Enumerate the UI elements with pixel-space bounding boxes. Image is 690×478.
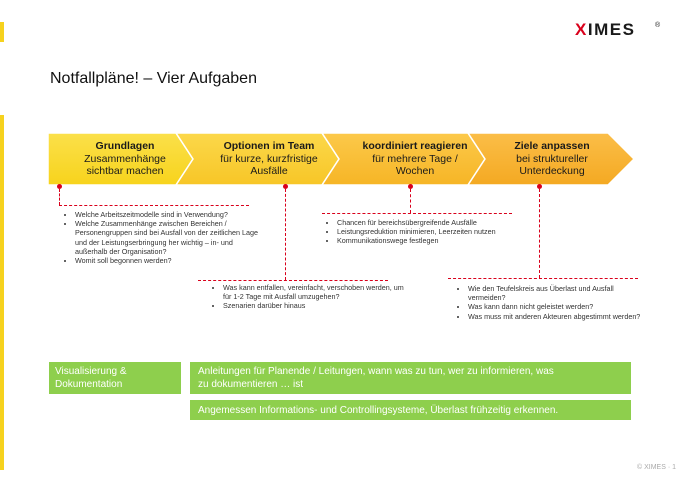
footer-page-number: © XIMES · 1 — [637, 464, 676, 471]
stage-heading: koordiniert reagieren — [362, 140, 468, 152]
connector-line — [285, 189, 286, 280]
stage-line: für mehrere Tage / — [372, 152, 458, 165]
note-item: • Kommunikationswege festlegen — [337, 236, 532, 245]
note-item: • Chancen für bereichsübergreifende Ausfälle — [337, 218, 532, 227]
stage-line: Ausfälle — [250, 165, 288, 177]
stage-heading: Optionen im Team — [223, 140, 315, 152]
stage-line: Zusammenhänge — [84, 152, 166, 165]
visualisierung-box — [49, 362, 181, 394]
systeme-box — [190, 400, 631, 420]
ximes-logo — [575, 18, 665, 40]
stage-ziele — [482, 140, 622, 184]
stage-line: Wochen — [395, 165, 435, 177]
connector-line — [198, 280, 388, 281]
note-item: • Womit soll begonnen werden? — [75, 256, 265, 265]
notes-grundlagen — [64, 210, 265, 265]
connector-line — [322, 213, 512, 214]
note-item: • Was kann dann nicht geleistet werden? — [468, 302, 653, 311]
visualisierung-label: Visualisierung & Dokumentation — [55, 366, 127, 390]
side-edge-accent — [0, 115, 4, 470]
stage-optionen — [196, 140, 342, 184]
connector-line — [59, 189, 60, 205]
top-edge-accent — [0, 22, 4, 42]
connector-line — [448, 278, 638, 279]
stage-grundlagen — [55, 140, 195, 184]
stage-heading: Ziele anpassen — [514, 140, 590, 152]
systeme-text: Angemessen Informations- und Controllingsysteme, Überlast frühzeitig erkennen. — [198, 405, 559, 416]
notes-ziele — [457, 284, 653, 321]
connector-line — [539, 189, 540, 278]
svg-text:®: ® — [655, 22, 661, 29]
svg-text:XIMES: XIMES — [575, 20, 636, 39]
stage-heading: Grundlagen — [95, 140, 155, 152]
anleitungen-box — [190, 362, 631, 394]
anleitungen-text: Anleitungen für Planende / Leitungen, wann was zu tun, wer zu informieren, was zu dokumentieren … ist — [198, 366, 554, 390]
connector-line — [410, 189, 411, 213]
note-item: • Leistungsreduktion minimieren, Leerzeiten nutzen — [337, 227, 532, 236]
stage-line: bei struktureller — [516, 152, 588, 165]
page-title: Notfallpläne! – Vier Aufgaben — [50, 70, 257, 87]
note-item: • Was kann entfallen, vereinfacht, verschoben werden, um für 1-2 Tage mit Ausfall umzugehen? — [223, 283, 413, 301]
notes-koordiniert — [326, 218, 532, 246]
note-item: • Wie den Teufelskreis aus Überlast und Ausfall vermeiden? — [468, 284, 653, 302]
connector-line — [59, 205, 249, 206]
stage-line: für kurze, kurzfristige — [220, 152, 318, 165]
stage-line: Unterdeckung — [519, 165, 585, 177]
stage-line: sichtbar machen — [86, 165, 164, 177]
note-item: • Was muss mit anderen Akteuren abgestimmt werden? — [468, 312, 653, 321]
notes-optionen — [212, 283, 413, 311]
note-item: • Welche Arbeitszeitmodelle sind in Verwendung? — [75, 210, 265, 219]
stage-koordiniert — [342, 140, 488, 184]
note-item: • Welche Zusammenhänge zwischen Bereichen / Personengruppen sind bei Ausfall von der zeitlichen Lage und der Leistungserbringung her wichtig – in- und außerhalb der Organisation? — [75, 219, 265, 256]
note-item: • Szenarien darüber hinaus — [223, 301, 413, 310]
